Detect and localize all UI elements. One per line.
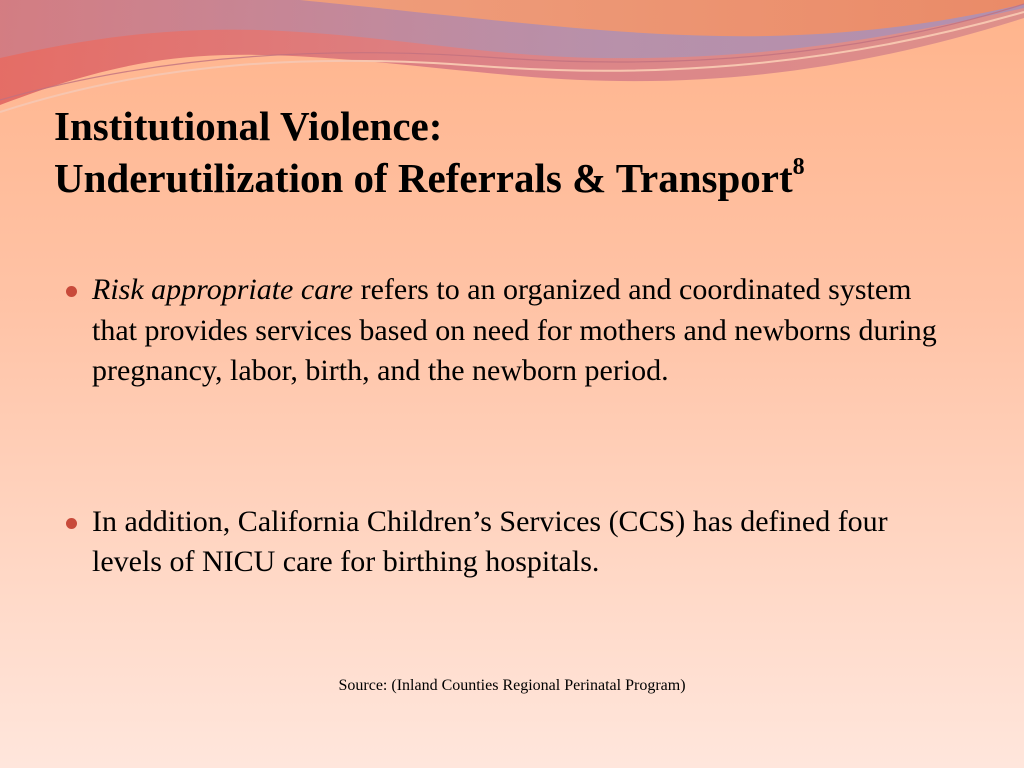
bullet-item-ccs-nicu-levels [66, 502, 946, 583]
slide-title [54, 100, 994, 204]
title-footnote-marker: 8 [792, 154, 805, 180]
bullet-item-risk-appropriate-care [66, 270, 946, 392]
bullet-text: In addition, California Children’s Services (CCS) has defined four levels of NICU care for birthing hospitals. [92, 504, 888, 578]
bullet-dot-icon [66, 286, 77, 297]
title-line-2 [54, 152, 994, 204]
bullet-text: refers to an organized and coordinated system that provides services based on need for mothers and newborns during pregnancy, labor, birth, and the newborn period. [92, 273, 937, 387]
title-line-1: Institutional Violence: [54, 103, 443, 149]
bullet-emphasis-text: Risk appropriate care [92, 273, 354, 306]
bullet-list [66, 270, 946, 583]
bullet-dot-icon [66, 518, 77, 529]
title-line-2-text: Underutilization of Referrals & Transport [54, 155, 793, 201]
source-citation: Source: (Inland Counties Regional Perinatal Program) [338, 677, 686, 694]
